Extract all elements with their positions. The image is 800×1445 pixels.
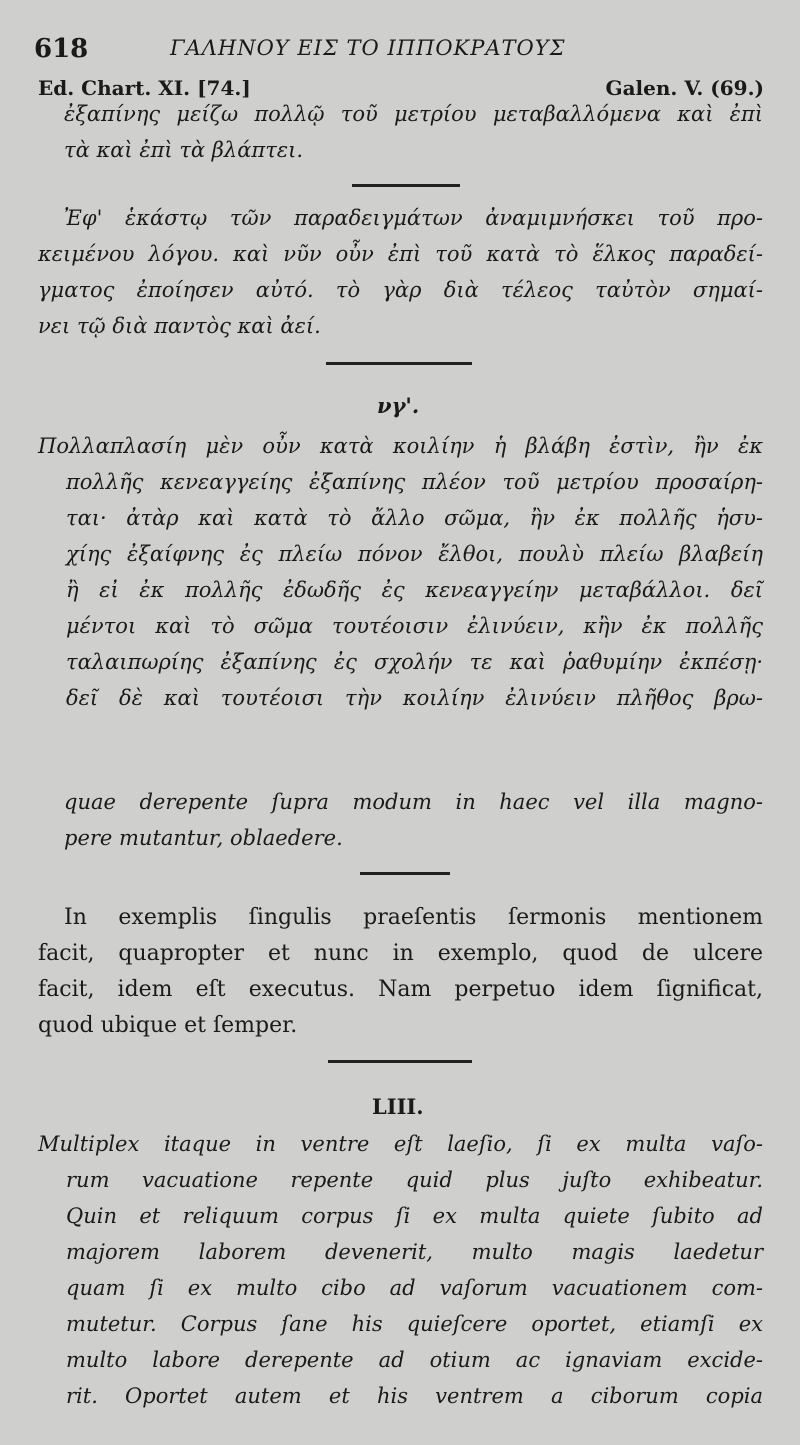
text-line: majorem laborem devenerit, multo magis laedetur (66, 1240, 763, 1264)
text-line: Ἐφ' ἑκάστῳ τῶν παραδειγμάτων ἀναμιμνήσκει τοῦ προ- (64, 206, 763, 230)
text-line: ταλαιπωρίης ἐξαπίνης ἐς σχολήν τε καὶ ῥαθυμίην ἐκπέσῃ· (66, 650, 763, 674)
latin-paragraph-2 (38, 900, 763, 1044)
edition-reference-right: Galen. V. (69.) (605, 76, 764, 100)
text-line: In exemplis ſingulis praeſentis ſermonis mentionem (64, 905, 763, 930)
text-line: νει τῷ διὰ παντὸς καὶ ἀεί. (38, 314, 321, 338)
greek-paragraph-1 (38, 96, 763, 168)
text-line: μέντοι καὶ τὸ σῶμα τουτέοισιν ἐλινύειν, κἢν ἐκ πολλῆς (66, 614, 763, 638)
text-line: Quin et reliquum corpus ſi ex multa quiete ſubito ad (66, 1204, 763, 1228)
section-rule (328, 1060, 472, 1063)
text-line: pere mutantur, oblaedere. (64, 826, 343, 850)
text-line: κειμένου λόγου. καὶ νῦν οὖν ἐπὶ τοῦ κατὰ τὸ ἕλκος παραδεί- (38, 242, 763, 266)
text-line: quae derepente ſupra modum in haec vel illa magno- (64, 790, 763, 814)
text-line: mutetur. Corpus ſane his quieſcere oportet, etiamſi ex (66, 1312, 763, 1336)
section-rule (352, 184, 460, 187)
text-line: facit, quapropter et nunc in exemplo, quod de ulcere (38, 941, 763, 966)
text-line: τὰ καὶ ἐπὶ τὰ βλάπτει. (64, 138, 304, 162)
latin-section-heading: LIII. (372, 1094, 424, 1119)
page-number: 618 (34, 34, 89, 64)
text-line: ἐξαπίνης μείζω πολλῷ τοῦ μετρίου μεταβαλλόμενα καὶ ἐπὶ (64, 102, 763, 126)
text-line: facit, idem eſt executus. Nam perpetuo idem ſignificat, (38, 977, 763, 1002)
section-rule (326, 362, 472, 365)
text-line: multo labore derepente ad otium ac ignaviam excide- (66, 1348, 763, 1372)
latin-paragraph-1 (38, 784, 763, 856)
greek-aphorism-text (38, 428, 763, 716)
text-line: ἢ εἰ ἐκ πολλῆς ἐδωδῆς ἐς κενεαγγείην μεταβάλλοι. δεῖ (66, 578, 763, 602)
text-line: ται· ἀτὰρ καὶ κατὰ τὸ ἄλλο σῶμα, ἢν ἐκ πολλῆς ἡσυ- (66, 506, 763, 530)
text-line: πολλῆς κενεαγγείης ἐξαπίνης πλέον τοῦ μετρίου προσαίρη- (66, 470, 763, 494)
text-line: quod ubique et ſemper. (38, 1013, 298, 1038)
text-line: δεῖ δὲ καὶ τουτέοισι τὴν κοιλίην ἐλινύειν πλῆθος βρω- (66, 686, 763, 710)
greek-paragraph-2 (38, 200, 763, 344)
text-line: quam ſi ex multo cibo ad vaſorum vacuationem com- (66, 1276, 763, 1300)
text-line: rum vacuatione repente quid plus juſto exhibeatur. (66, 1168, 763, 1192)
latin-aphorism-text (38, 1126, 763, 1414)
running-title: ΓΑΛΗΝΟΥ ΕΙΣ ΤΟ ΙΠΠΟΚΡΑΤΟΥΣ (170, 36, 566, 60)
text-line: Multiplex itaque in ventre eſt laeſio, ſi ex multa vaſo- (38, 1132, 763, 1156)
edition-reference-left: Ed. Chart. XI. [74.] (38, 76, 251, 100)
section-rule (360, 872, 450, 875)
text-line: rit. Oportet autem et his ventrem a ciborum copia (66, 1384, 763, 1408)
greek-section-heading: νγ'. (377, 393, 420, 418)
text-line: γματος ἐποίησεν αὐτό. τὸ γὰρ διὰ τέλεος ταὐτὸν σημαί- (38, 278, 763, 302)
text-line: χίης ἐξαίφνης ἐς πλείω πόνον ἔλθοι, πουλὺ πλείω βλαβείη (66, 542, 763, 566)
text-line: Πολλαπλασίη μὲν οὖν κατὰ κοιλίην ἡ βλάβη ἐστὶν, ἢν ἐκ (38, 434, 763, 458)
